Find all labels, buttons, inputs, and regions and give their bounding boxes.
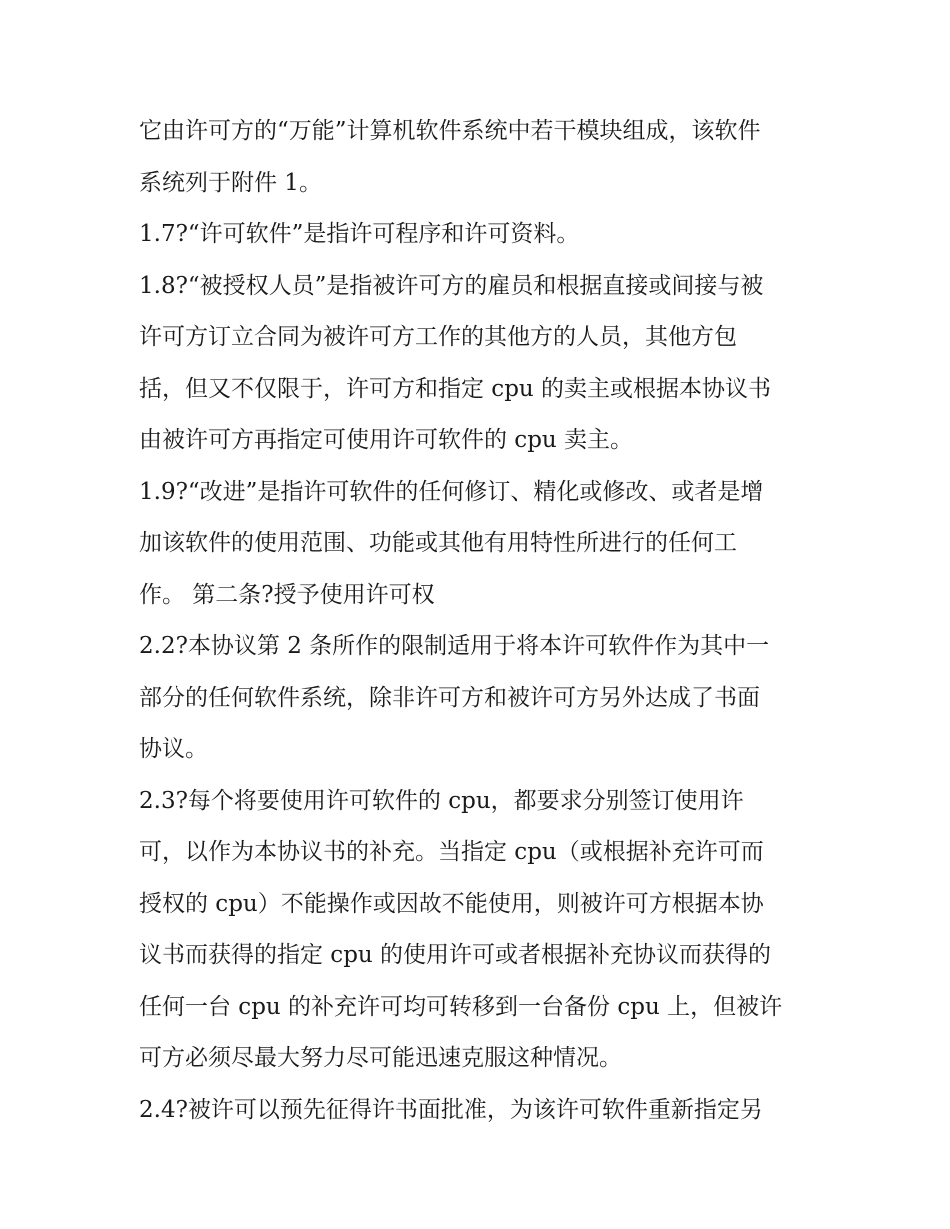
text-line: 括，但又不仅限于，许可方和指定 cpu 的卖主或根据本协议书 [139,375,772,402]
text-line: 2.2?本协议第 2 条所作的限制适用于将本许可软件作为其中一 [139,633,770,659]
text-line: 部分的任何软件系统，除非许可方和被许可方另外达成了书面 [139,684,760,711]
text-line: 由被许可方再指定可使用许可软件的 cpu 卖主。 [139,427,634,453]
text-line: 议书而获得的指定 cpu 的使用许可或者根据补充协议而获得的 [139,942,772,968]
text-line: 1.7?“许可软件”是指许可程序和许可资料。 [139,221,580,247]
text-line: 可，以作为本协议书的补充。当指定 cpu（或根据补充许可而 [139,839,764,865]
text-line: 可方必须尽最大努力尽可能迅速克服这种情况。 [139,1045,622,1071]
text-line: 授权的 cpu）不能操作或因故不能使用，则被许可方根据本协 [139,890,764,917]
text-line: 作。 第二条?授予使用许可权 [139,581,435,608]
text-line: 加该软件的使用范围、功能或其他有用特性所进行的任何工 [139,530,737,556]
text-line: 协议。 [139,736,208,762]
text-line: 它由许可方的“万能”计算机软件系统中若干模块组成，该软件 [139,118,761,144]
text-line: 2.4?被许可以预先征得许书面批准，为该许可软件重新指定另 [139,1096,763,1123]
text-line: 1.9?“改进”是指许可软件的任何修订、精化或修改、或者是增 [139,478,764,505]
text-line: 系统列于附件 1。 [139,169,322,196]
document-body [139,106,819,1136]
text-line: 许可方订立合同为被许可方工作的其他方的人员，其他方包 [139,324,737,350]
text-line: 任何一台 cpu 的补充许可均可转移到一台备份 cpu 上，但被许 [139,993,783,1020]
text-line: 1.8?“被授权人员”是指被许可方的雇员和根据直接或间接与被 [139,272,764,299]
text-line: 2.3?每个将要使用许可软件的 cpu，都要求分别签订使用许 [139,787,744,814]
